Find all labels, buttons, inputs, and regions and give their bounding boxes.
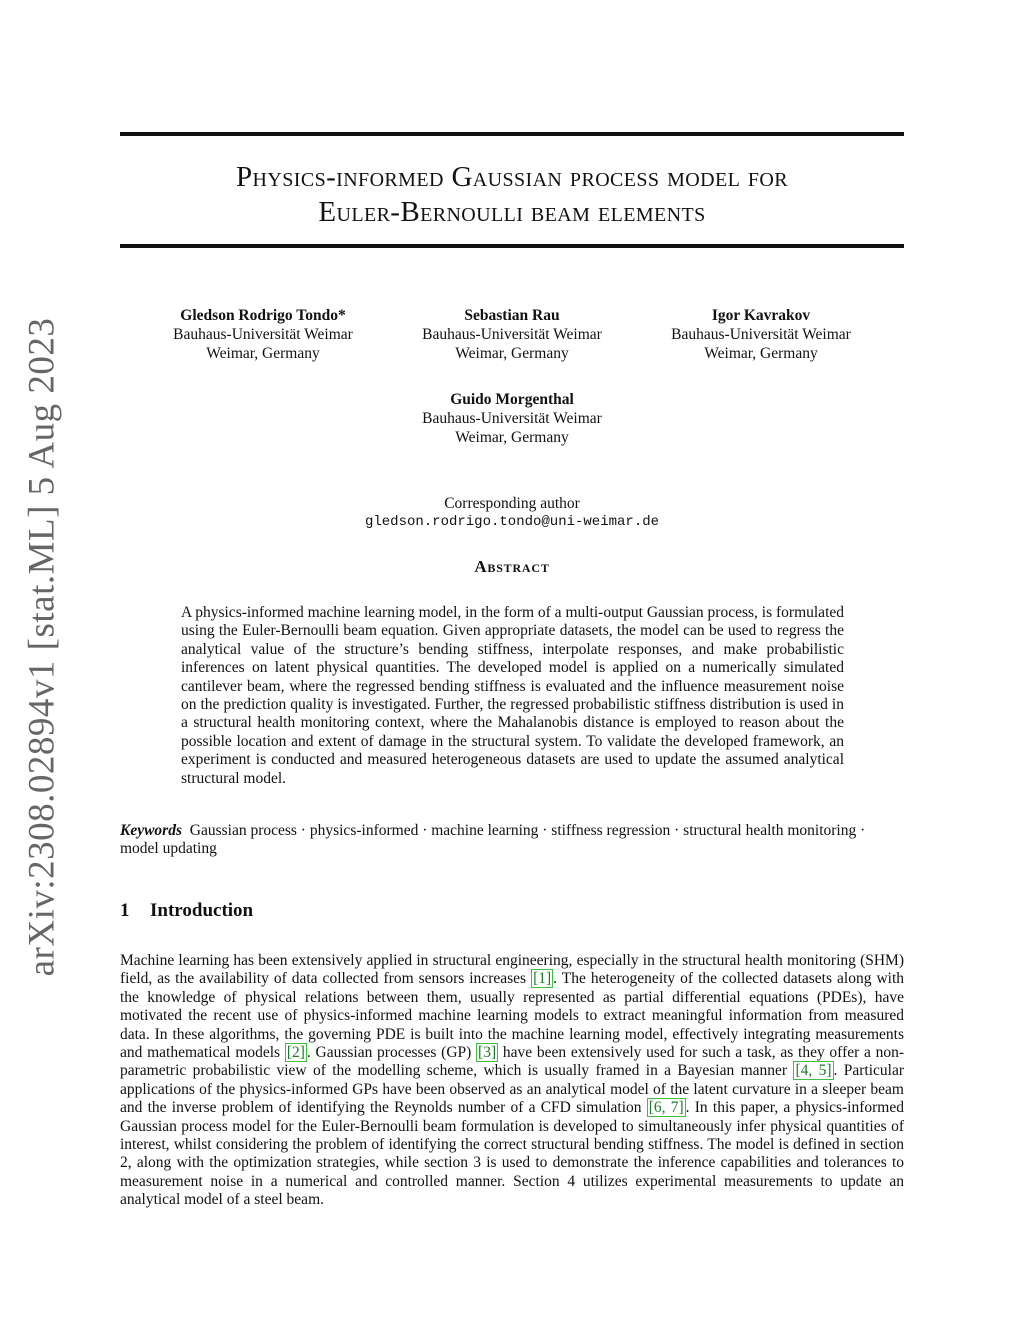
title-bottom-rule xyxy=(120,244,904,248)
author-name: Igor Kavrakov xyxy=(711,307,811,324)
author-block-1 xyxy=(143,306,383,363)
keywords xyxy=(120,822,904,859)
abstract-heading: Abstract xyxy=(474,557,550,576)
intro-text: Machine learning has been extensively applied in structural engineering, especially in the structural health monitoring (SHM) field, as the availability of data collected from sensors increases xyxy=(120,952,904,988)
intro-text: . Particular applications of the physics-informed GPs have been observed as an analytical model of the latent curvature in a sleeper beam and the inverse problem of identifying the Reynolds number of a CFD simulation xyxy=(120,1062,904,1117)
author-block-4 xyxy=(392,390,632,447)
author-name: Sebastian Rau xyxy=(464,307,560,324)
author-name: Gledson Rodrigo Tondo* xyxy=(180,307,346,324)
arxiv-identifier: arXiv:2308.02894v1 [stat.ML] 5 Aug 2023 xyxy=(21,317,63,977)
author-affiliation: Bauhaus-Universität Weimar xyxy=(422,410,602,427)
introduction-paragraph xyxy=(120,952,904,1210)
author-location: Weimar, Germany xyxy=(704,345,818,362)
citation-link[interactable]: [3] xyxy=(478,1044,497,1062)
citation-link[interactable]: [4, 5] xyxy=(795,1062,832,1080)
abstract-text: A physics-informed machine learning model, in the form of a multi-output Gaussian process, is formulated using the Euler-Bernoulli beam equation. Given appropriate datasets, the model can be used to regress the analytical value of the structure’s bending stiffness, interpolate responses, and make probabilistic inferences on latent physical quantities. The developed model is applied on a numerically simulated cantilever beam, where the regressed bending stiffness is evaluated and the influence measurement noise on the prediction quality is investigated. Further, the regressed probabilistic stiffness distribution is used in a structural health monitoring context, where the Mahalanobis distance is employed to reason about the possible location and extent of damage in the structural system. To validate the developed framework, an experiment is conducted and measured heterogeneous datasets are used to update the assumed analytical structural model. xyxy=(181,604,844,787)
author-location: Weimar, Germany xyxy=(455,345,569,362)
author-block-3 xyxy=(641,306,881,363)
author-affiliation: Bauhaus-Universität Weimar xyxy=(173,326,353,343)
intro-text: . Gaussian processes (GP) xyxy=(306,1044,477,1062)
author-affiliation: Bauhaus-Universität Weimar xyxy=(422,326,602,343)
citation-link[interactable]: [6, 7] xyxy=(648,1099,684,1117)
section-number: 1 xyxy=(120,900,130,921)
author-location: Weimar, Germany xyxy=(455,429,569,446)
corresponding-email[interactable]: gledson.rodrigo.tondo@uni-weimar.de xyxy=(364,514,660,530)
keywords-label: Keywords xyxy=(120,822,182,839)
section-title: Introduction xyxy=(150,900,254,921)
intro-text: have been extensively used for such a task, as they offer a non-parametric probabilistic view of the modelling scheme, which is usually framed in a Bayesian manner xyxy=(120,1044,905,1080)
author-name: Guido Morgenthal xyxy=(450,391,574,408)
corresponding-author xyxy=(300,494,724,532)
paper-title xyxy=(120,160,904,230)
author-block-2 xyxy=(392,306,632,363)
corresponding-label: Corresponding author xyxy=(444,495,580,512)
citation-link[interactable]: [1] xyxy=(533,970,552,988)
title-line-2: Euler-Bernoulli beam elements xyxy=(318,196,706,228)
keywords-text: Gaussian process · physics-informed · machine learning · stiffness regression · structural health monitoring · model updating xyxy=(120,822,866,858)
section-heading-introduction xyxy=(120,900,253,922)
intro-text: . The heterogeneity of the collected datasets along with the knowledge of physical relations between them, usually represented as partial differential equations (PDEs), have motivated the recent use of physics-informed machine learning models to extract meaningful information from measured data. In these algorithms, the governing PDE is built into the machine learning model, effectively integrating measurements and mathematical models xyxy=(120,970,904,1062)
intro-text: . In this paper, a physics-informed Gaussian process model for the Euler-Bernoulli beam formulation is developed to simultaneously infer physical quantities of interest, whilst considering the problem of identifying the correct structural bending stiffness. The model is defined in section 2, along with the optimization strategies, while section 3 is used to demonstrate the inference capabilities and tolerances to measurement noise in a numerical and controlled manner. Section 4 utilizes experimental measurements to update an analytical model of a steel beam. xyxy=(120,1099,904,1209)
author-location: Weimar, Germany xyxy=(206,345,320,362)
citation-link[interactable]: [2] xyxy=(286,1044,305,1062)
title-top-rule xyxy=(120,132,904,136)
author-affiliation: Bauhaus-Universität Weimar xyxy=(671,326,851,343)
title-line-1: Physics-informed Gaussian process model for xyxy=(236,161,788,193)
